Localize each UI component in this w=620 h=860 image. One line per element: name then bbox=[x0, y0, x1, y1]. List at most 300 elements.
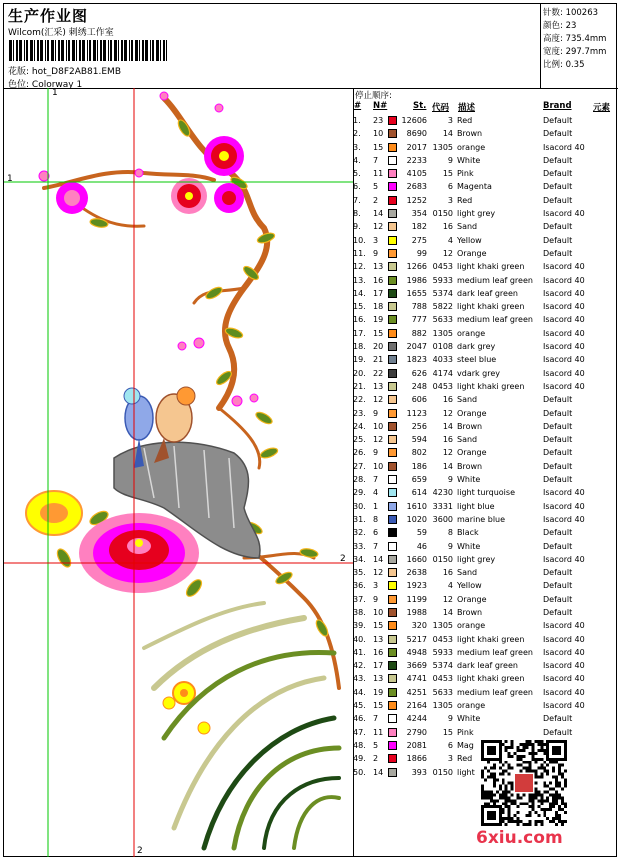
row-description: medium leaf green bbox=[457, 647, 533, 657]
row-brand: Default bbox=[543, 182, 573, 192]
table-row bbox=[353, 659, 617, 672]
row-index: 23. bbox=[353, 408, 366, 418]
row-brand: Isacord 40 bbox=[543, 661, 585, 671]
row-code: 8 bbox=[447, 528, 453, 538]
row-code: 3 bbox=[447, 116, 453, 125]
row-needle: 15 bbox=[373, 142, 384, 152]
row-stitches: 248 bbox=[411, 381, 427, 391]
row-index: 29. bbox=[353, 488, 366, 498]
row-needle: 8 bbox=[373, 514, 379, 524]
row-index: 14. bbox=[353, 288, 366, 298]
row-index: 47. bbox=[353, 727, 366, 737]
table-row bbox=[353, 686, 617, 699]
table-row bbox=[353, 247, 617, 260]
row-needle: 14 bbox=[373, 767, 384, 777]
row-brand: Isacord 40 bbox=[543, 302, 585, 312]
row-brand: Default bbox=[543, 568, 573, 578]
row-needle: 19 bbox=[373, 687, 384, 697]
axis-label-right-2: 2 bbox=[340, 554, 346, 564]
row-stitches: 99 bbox=[416, 248, 427, 258]
row-code: 0453 bbox=[432, 381, 453, 391]
color-swatch bbox=[388, 688, 397, 697]
table-row bbox=[353, 593, 617, 606]
row-needle: 12 bbox=[373, 568, 384, 578]
row-needle: 23 bbox=[373, 116, 384, 125]
color-swatch bbox=[388, 515, 397, 524]
table-row bbox=[353, 154, 617, 167]
row-brand: Default bbox=[543, 475, 573, 485]
row-brand: Default bbox=[543, 195, 573, 205]
row-stitches: 275 bbox=[411, 235, 427, 245]
row-code: 0453 bbox=[432, 634, 453, 644]
row-description: orange bbox=[457, 701, 486, 711]
col-header-hash: # bbox=[354, 101, 362, 111]
row-description: medium leaf green bbox=[457, 275, 533, 285]
row-needle: 12 bbox=[373, 395, 384, 405]
row-description: Red bbox=[457, 754, 473, 764]
row-stitches: 1866 bbox=[406, 754, 427, 764]
row-index: 1. bbox=[353, 116, 361, 125]
col-header-code: 代码 bbox=[432, 103, 450, 113]
row-stitches: 1986 bbox=[406, 275, 427, 285]
row-index: 9. bbox=[353, 222, 361, 232]
grass-graphic bbox=[144, 603, 339, 848]
row-needle: 17 bbox=[373, 288, 384, 298]
row-stitches: 1660 bbox=[406, 554, 427, 564]
design-label: 花版: bbox=[8, 67, 30, 77]
color-swatch bbox=[388, 236, 397, 245]
row-code: 4174 bbox=[432, 368, 453, 378]
row-index: 4. bbox=[353, 155, 361, 165]
row-description: Brown bbox=[457, 129, 483, 139]
row-description: Orange bbox=[457, 408, 487, 418]
row-stitches: 2638 bbox=[406, 568, 427, 578]
color-swatch bbox=[388, 369, 397, 378]
row-code: 4 bbox=[447, 235, 453, 245]
color-swatch bbox=[388, 635, 397, 644]
row-index: 26. bbox=[353, 448, 366, 458]
color-swatch bbox=[388, 129, 397, 138]
row-code: 9 bbox=[447, 541, 453, 551]
row-needle: 9 bbox=[373, 248, 379, 258]
row-index: 30. bbox=[353, 501, 366, 511]
axis-label-bottom-2: 2 bbox=[137, 846, 143, 856]
table-row bbox=[353, 340, 617, 353]
row-code: 14 bbox=[442, 461, 453, 471]
row-stitches: 606 bbox=[411, 395, 427, 405]
row-code: 12 bbox=[442, 248, 453, 258]
row-needle: 5 bbox=[373, 740, 379, 750]
row-stitches: 626 bbox=[411, 368, 427, 378]
row-needle: 16 bbox=[373, 275, 384, 285]
color-count: 颜色: 23 bbox=[543, 21, 577, 31]
color-swatch bbox=[388, 555, 397, 564]
row-index: 45. bbox=[353, 701, 366, 711]
row-code: 9 bbox=[447, 155, 453, 165]
barcode-icon bbox=[9, 40, 167, 61]
row-index: 10. bbox=[353, 235, 366, 245]
row-code: 16 bbox=[442, 395, 453, 405]
color-swatch bbox=[388, 608, 397, 617]
row-index: 32. bbox=[353, 528, 366, 538]
row-needle: 12 bbox=[373, 435, 384, 445]
table-row bbox=[353, 540, 617, 553]
row-description: White bbox=[457, 714, 481, 724]
table-row bbox=[353, 553, 617, 566]
color-swatch bbox=[388, 196, 397, 205]
row-needle: 14 bbox=[373, 209, 384, 219]
row-brand: Isacord 40 bbox=[543, 342, 585, 352]
row-needle: 7 bbox=[373, 541, 379, 551]
design-width: 宽度: 297.7mm bbox=[543, 47, 607, 57]
row-description: orange bbox=[457, 328, 486, 338]
row-needle: 15 bbox=[373, 621, 384, 631]
row-code: 1305 bbox=[432, 142, 453, 152]
row-code: 5933 bbox=[432, 275, 453, 285]
row-description: Yellow bbox=[457, 581, 482, 591]
color-swatch bbox=[388, 502, 397, 511]
row-brand: Default bbox=[543, 408, 573, 418]
color-swatch bbox=[388, 222, 397, 231]
row-stitches: 1610 bbox=[406, 501, 427, 511]
flower-top-center bbox=[171, 178, 207, 214]
table-row bbox=[353, 699, 617, 712]
row-index: 37. bbox=[353, 594, 366, 604]
row-code: 0150 bbox=[432, 209, 453, 219]
color-swatch bbox=[388, 262, 397, 271]
row-description: Pink bbox=[457, 169, 474, 179]
row-brand: Default bbox=[543, 129, 573, 139]
company-name: Wilcom(汇采) 刺绣工作室 bbox=[8, 28, 114, 38]
row-description: light khaki green bbox=[457, 674, 525, 684]
color-swatch bbox=[388, 302, 397, 311]
row-needle: 13 bbox=[373, 381, 384, 391]
axis-label-top-1: 1 bbox=[52, 88, 58, 98]
color-swatch bbox=[388, 542, 397, 551]
row-code: 12 bbox=[442, 594, 453, 604]
table-row bbox=[353, 220, 617, 233]
header-panel bbox=[3, 3, 540, 89]
row-index: 36. bbox=[353, 581, 366, 591]
row-code: 5633 bbox=[432, 687, 453, 697]
table-row bbox=[353, 619, 617, 632]
row-brand: Default bbox=[543, 235, 573, 245]
row-stitches: 2683 bbox=[406, 182, 427, 192]
row-description: medium leaf green bbox=[457, 687, 533, 697]
row-stitches: 1923 bbox=[406, 581, 427, 591]
row-code: 0453 bbox=[432, 262, 453, 272]
row-stitches: 186 bbox=[411, 461, 427, 471]
row-description: light khaki green bbox=[457, 302, 525, 312]
color-swatch bbox=[388, 435, 397, 444]
row-needle: 7 bbox=[373, 155, 379, 165]
row-index: 42. bbox=[353, 661, 366, 671]
row-description: Sand bbox=[457, 435, 478, 445]
row-index: 34. bbox=[353, 554, 366, 564]
row-index: 11. bbox=[353, 248, 366, 258]
table-row bbox=[353, 672, 617, 685]
color-swatch bbox=[388, 289, 397, 298]
row-needle: 21 bbox=[373, 355, 384, 365]
color-swatch bbox=[388, 661, 397, 670]
row-stitches: 2017 bbox=[406, 142, 427, 152]
row-brand: Isacord 40 bbox=[543, 488, 585, 498]
row-code: 9 bbox=[447, 475, 453, 485]
row-needle: 13 bbox=[373, 262, 384, 272]
embroidery-preview bbox=[4, 88, 354, 857]
table-row bbox=[353, 141, 617, 154]
table-row bbox=[353, 513, 617, 526]
flower-top-far-right bbox=[214, 183, 244, 213]
row-brand: Default bbox=[543, 461, 573, 471]
row-code: 5822 bbox=[432, 302, 453, 312]
row-index: 50. bbox=[353, 767, 366, 777]
row-stitches: 4741 bbox=[406, 674, 427, 684]
row-needle: 9 bbox=[373, 594, 379, 604]
row-code: 6 bbox=[447, 740, 453, 750]
row-code: 15 bbox=[442, 727, 453, 737]
row-description: light turquoise bbox=[457, 488, 515, 498]
row-index: 38. bbox=[353, 607, 366, 617]
row-stitches: 320 bbox=[411, 621, 427, 631]
row-code: 5374 bbox=[432, 661, 453, 671]
row-code: 1305 bbox=[432, 701, 453, 711]
row-code: 16 bbox=[442, 222, 453, 232]
row-needle: 17 bbox=[373, 661, 384, 671]
row-code: 6 bbox=[447, 182, 453, 192]
row-description: vdark grey bbox=[457, 368, 501, 378]
col-header-num: N# bbox=[373, 101, 388, 111]
row-stitches: 882 bbox=[411, 328, 427, 338]
row-stitches: 2233 bbox=[406, 155, 427, 165]
row-index: 13. bbox=[353, 275, 366, 285]
row-description: Orange bbox=[457, 248, 487, 258]
row-index: 33. bbox=[353, 541, 366, 551]
row-index: 15. bbox=[353, 302, 366, 312]
row-description: Pink bbox=[457, 727, 474, 737]
row-needle: 18 bbox=[373, 302, 384, 312]
table-row bbox=[353, 180, 617, 193]
row-stitches: 3669 bbox=[406, 661, 427, 671]
row-index: 41. bbox=[353, 647, 366, 657]
row-description: orange bbox=[457, 142, 486, 152]
row-index: 43. bbox=[353, 674, 366, 684]
row-brand: Isacord 40 bbox=[543, 514, 585, 524]
row-brand: Isacord 40 bbox=[543, 275, 585, 285]
row-index: 7. bbox=[353, 195, 361, 205]
table-row bbox=[353, 726, 617, 739]
row-index: 48. bbox=[353, 740, 366, 750]
row-description: dark grey bbox=[457, 342, 496, 352]
row-description: White bbox=[457, 155, 481, 165]
row-needle: 1 bbox=[373, 501, 379, 511]
design-scale: 比例: 0.35 bbox=[543, 60, 585, 70]
row-needle: 5 bbox=[373, 182, 379, 192]
row-index: 2. bbox=[353, 129, 361, 139]
table-row bbox=[353, 606, 617, 619]
color-swatch bbox=[388, 382, 397, 391]
row-stitches: 2081 bbox=[406, 740, 427, 750]
color-swatch bbox=[388, 342, 397, 351]
axis-label-left-1: 1 bbox=[7, 174, 13, 184]
row-description: White bbox=[457, 541, 481, 551]
row-brand: Default bbox=[543, 248, 573, 258]
row-needle: 10 bbox=[373, 129, 384, 139]
color-swatch bbox=[388, 728, 397, 737]
table-row bbox=[353, 646, 617, 659]
row-code: 0150 bbox=[432, 554, 453, 564]
color-swatch bbox=[388, 754, 397, 763]
row-index: 8. bbox=[353, 209, 361, 219]
color-swatch bbox=[388, 209, 397, 218]
row-description: Sand bbox=[457, 395, 478, 405]
color-swatch bbox=[388, 156, 397, 165]
row-stitches: 614 bbox=[411, 488, 427, 498]
row-brand: Default bbox=[543, 594, 573, 604]
row-brand: Isacord 40 bbox=[543, 355, 585, 365]
watermark-text: 6xiu.com bbox=[476, 828, 563, 848]
row-stitches: 1123 bbox=[406, 408, 427, 418]
page-title: 生产作业图 bbox=[8, 7, 89, 25]
color-sequence-rows bbox=[353, 114, 617, 779]
row-brand: Default bbox=[543, 222, 573, 232]
row-code: 3 bbox=[447, 754, 453, 764]
row-brand: Default bbox=[543, 421, 573, 431]
row-needle: 9 bbox=[373, 448, 379, 458]
row-index: 40. bbox=[353, 634, 366, 644]
row-index: 28. bbox=[353, 475, 366, 485]
row-brand: Default bbox=[543, 727, 573, 737]
row-stitches: 256 bbox=[411, 421, 427, 431]
row-needle: 2 bbox=[373, 754, 379, 764]
row-brand: Default bbox=[543, 395, 573, 405]
row-brand: Isacord 40 bbox=[543, 687, 585, 697]
peony-yellow bbox=[26, 491, 82, 535]
row-description: light blue bbox=[457, 501, 495, 511]
row-brand: Isacord 40 bbox=[543, 647, 585, 657]
row-brand: Isacord 40 bbox=[543, 288, 585, 298]
row-description: White bbox=[457, 475, 481, 485]
table-row bbox=[353, 486, 617, 499]
row-description: medium leaf green bbox=[457, 315, 533, 325]
row-brand: Default bbox=[543, 714, 573, 724]
row-code: 4230 bbox=[432, 488, 453, 498]
table-row bbox=[353, 127, 617, 140]
row-index: 39. bbox=[353, 621, 366, 631]
row-code: 3331 bbox=[432, 501, 453, 511]
row-code: 5933 bbox=[432, 647, 453, 657]
table-row bbox=[353, 526, 617, 539]
row-stitches: 354 bbox=[411, 209, 427, 219]
row-description: dark leaf green bbox=[457, 288, 518, 298]
table-row bbox=[353, 274, 617, 287]
color-swatch bbox=[388, 475, 397, 484]
row-brand: Default bbox=[543, 116, 573, 125]
table-row bbox=[353, 633, 617, 646]
row-description: Sand bbox=[457, 568, 478, 578]
row-brand: Isacord 40 bbox=[543, 554, 585, 564]
row-index: 31. bbox=[353, 514, 366, 524]
color-swatch bbox=[388, 581, 397, 590]
row-stitches: 182 bbox=[411, 222, 427, 232]
table-row bbox=[353, 260, 617, 273]
table-row bbox=[353, 287, 617, 300]
row-code: 5374 bbox=[432, 288, 453, 298]
color-swatch bbox=[388, 741, 397, 750]
col-header-element: 元素 bbox=[593, 103, 611, 113]
color-swatch bbox=[388, 169, 397, 178]
row-brand: Isacord 40 bbox=[543, 315, 585, 325]
row-index: 6. bbox=[353, 182, 361, 192]
row-description: Magenta bbox=[457, 182, 492, 192]
flower-left-pink bbox=[56, 182, 88, 214]
row-code: 4033 bbox=[432, 355, 453, 365]
row-brand: Default bbox=[543, 435, 573, 445]
color-swatch bbox=[388, 488, 397, 497]
row-description: Red bbox=[457, 116, 473, 125]
table-row bbox=[353, 712, 617, 725]
col-header-desc: 描述 bbox=[458, 103, 476, 113]
row-brand: Isacord 40 bbox=[543, 501, 585, 511]
row-needle: 3 bbox=[373, 581, 379, 591]
row-description: Red bbox=[457, 195, 473, 205]
row-description: light khaki green bbox=[457, 381, 525, 391]
design-value: hot_D8F2AB81.EMB bbox=[31, 67, 121, 77]
row-index: 18. bbox=[353, 342, 366, 352]
row-stitches: 8690 bbox=[406, 129, 427, 139]
row-description: steel blue bbox=[457, 355, 497, 365]
row-code: 16 bbox=[442, 568, 453, 578]
row-description: marine blue bbox=[457, 514, 506, 524]
table-row bbox=[353, 380, 617, 393]
color-swatch bbox=[388, 714, 397, 723]
color-swatch bbox=[388, 568, 397, 577]
row-description: dark leaf green bbox=[457, 661, 518, 671]
row-stitches: 59 bbox=[416, 528, 427, 538]
row-stitches: 802 bbox=[411, 448, 427, 458]
row-stitches: 1266 bbox=[406, 262, 427, 272]
color-swatch bbox=[388, 395, 397, 404]
row-description: light khaki green bbox=[457, 262, 525, 272]
row-stitches: 4948 bbox=[406, 647, 427, 657]
row-needle: 13 bbox=[373, 634, 384, 644]
row-brand: Isacord 40 bbox=[543, 701, 585, 711]
color-swatch bbox=[388, 315, 397, 324]
row-description: Orange bbox=[457, 594, 487, 604]
table-row bbox=[353, 353, 617, 366]
row-stitches: 46 bbox=[416, 541, 427, 551]
table-row bbox=[353, 313, 617, 326]
row-index: 35. bbox=[353, 568, 366, 578]
row-code: 14 bbox=[442, 421, 453, 431]
row-brand: Default bbox=[543, 169, 573, 179]
row-brand: Default bbox=[543, 448, 573, 458]
row-brand: Default bbox=[543, 607, 573, 617]
table-row bbox=[353, 566, 617, 579]
table-row bbox=[353, 460, 617, 473]
row-index: 21. bbox=[353, 381, 366, 391]
color-swatch bbox=[388, 701, 397, 710]
row-stitches: 788 bbox=[411, 302, 427, 312]
color-swatch bbox=[388, 355, 397, 364]
row-index: 27. bbox=[353, 461, 366, 471]
row-index: 5. bbox=[353, 169, 361, 179]
row-needle: 11 bbox=[373, 727, 384, 737]
color-swatch bbox=[388, 768, 397, 777]
color-swatch bbox=[388, 409, 397, 418]
row-brand: Default bbox=[543, 528, 573, 538]
row-needle: 16 bbox=[373, 647, 384, 657]
